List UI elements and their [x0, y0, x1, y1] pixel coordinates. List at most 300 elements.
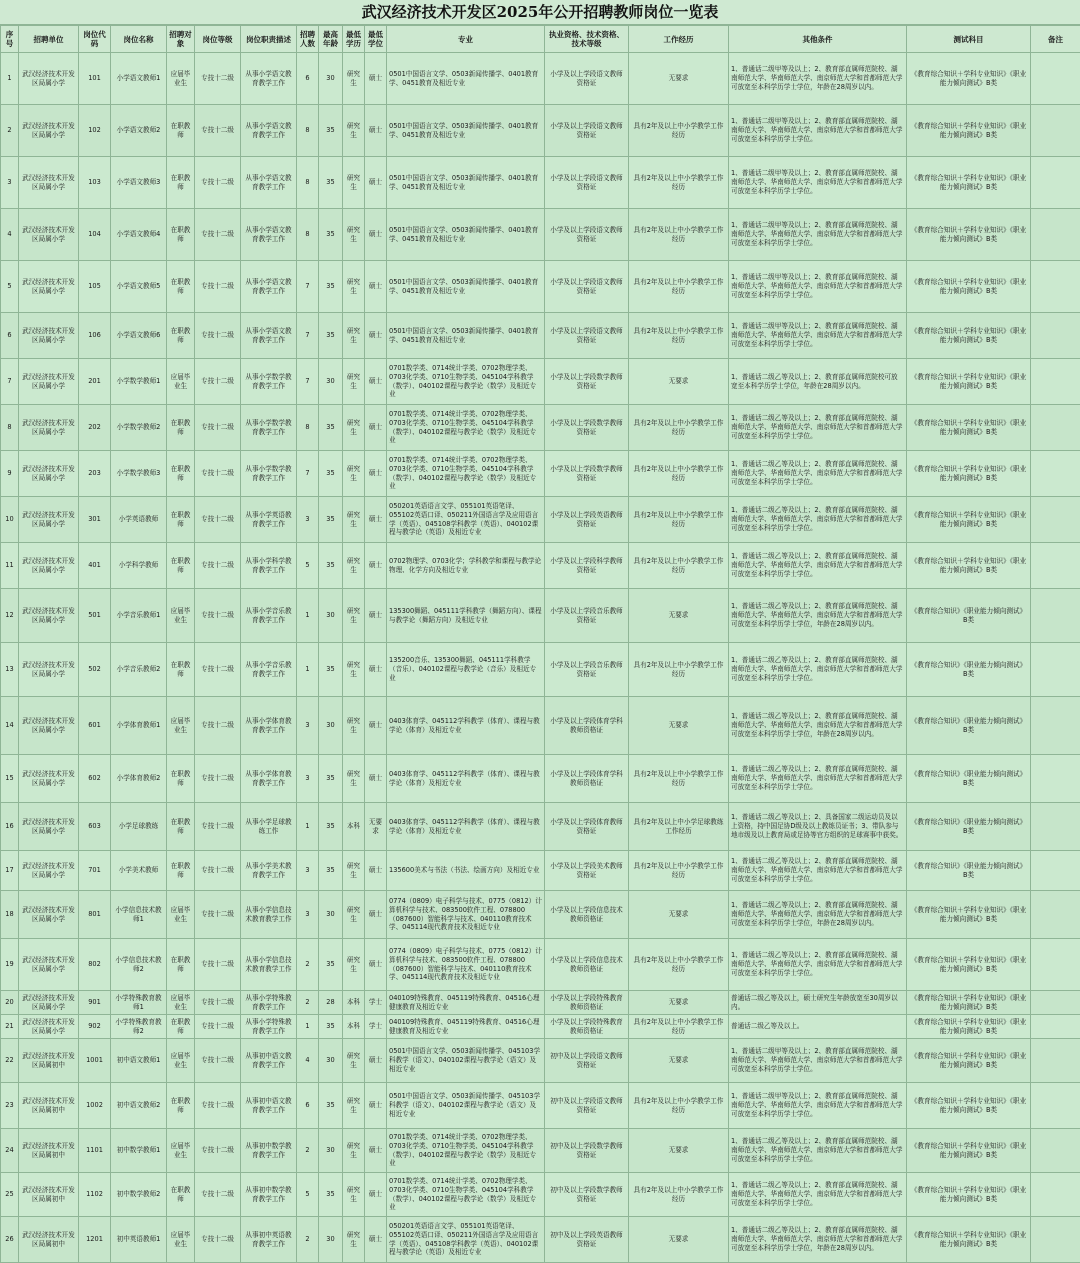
table-body [1, 53, 1080, 1263]
table-cell: 研究生 [343, 451, 365, 497]
table-row [1, 851, 1080, 891]
table-cell: 3 [297, 891, 319, 939]
table-cell: 具有2年及以上中小学教学工作经历 [629, 261, 729, 313]
table-cell: 武汉经济技术开发区局属小学 [19, 497, 79, 543]
table-cell: 硕士 [365, 451, 387, 497]
table-cell: 小学数学教师1 [111, 359, 167, 405]
table-cell: 在职教师 [167, 543, 195, 589]
column-header: 最高年龄 [319, 26, 343, 53]
table-cell [1031, 451, 1080, 497]
table-cell: 0701数学类、0714统计学类、0702物理学类、0703化学类、0710生物学类、045104学科教学（数学）、040102课程与教学论（数学）及相近专业 [387, 451, 545, 497]
table-cell: 从事小学英语教育教学工作 [241, 497, 297, 543]
table-cell: 8 [297, 209, 319, 261]
table-cell: 从事小学语文教育教学工作 [241, 157, 297, 209]
table-cell: 小学音乐教师1 [111, 589, 167, 643]
table-cell: 35 [319, 451, 343, 497]
table-cell: 小学数学教师2 [111, 405, 167, 451]
column-header: 招聘人数 [297, 26, 319, 53]
table-cell [1031, 157, 1080, 209]
table-cell: 0403体育学、045112学科教学（体育）、课程与教学论（体育）及相近专业 [387, 803, 545, 851]
table-cell: 在职教师 [167, 209, 195, 261]
table-cell: 从事小学语文教育教学工作 [241, 209, 297, 261]
table-cell: 0501中国语言文学、0503新闻传播学、0401教育学、0451教育及相近专业 [387, 313, 545, 359]
table-cell: 6 [297, 53, 319, 105]
table-cell: 《教育综合知识＋学科专业知识》《职业能力倾向测试》B类 [907, 891, 1031, 939]
table-cell: 专技十二级 [195, 755, 241, 803]
table-cell: 本科 [343, 803, 365, 851]
table-cell: 无要求 [629, 697, 729, 755]
table-cell: 《教育综合知识》《职业能力倾向测试》B类 [907, 643, 1031, 697]
table-cell: 135200音乐、135300舞蹈、045111学科教学（音乐）、040102课程与教学论（音乐）及相近专业 [387, 643, 545, 697]
table-cell: 30 [319, 1039, 343, 1083]
table-cell: 小学及以上学段体育教师资格证 [545, 803, 629, 851]
table-cell: 初中英语教师1 [111, 1217, 167, 1263]
table-cell [1031, 991, 1080, 1015]
table-cell: 小学语文教师6 [111, 313, 167, 359]
table-row [1, 1129, 1080, 1173]
table-row [1, 697, 1080, 755]
table-cell: 28 [319, 991, 343, 1015]
table-cell: 小学及以上学段美术教师资格证 [545, 851, 629, 891]
table-cell: 研究生 [343, 405, 365, 451]
table-cell: 从事小学语文教育教学工作 [241, 261, 297, 313]
table-cell: 普通话二级乙等及以上。 [729, 1015, 907, 1039]
table-cell: 7 [1, 359, 19, 405]
table-cell: 35 [319, 755, 343, 803]
table-cell: 小学及以上学段语文教师资格证 [545, 261, 629, 313]
table-cell [1031, 851, 1080, 891]
table-cell: 研究生 [343, 261, 365, 313]
table-cell: 106 [79, 313, 111, 359]
table-cell: 从事小学美术教育教学工作 [241, 851, 297, 891]
table-cell [1031, 891, 1080, 939]
table-cell: 17 [1, 851, 19, 891]
table-cell: 《教育综合知识＋学科专业知识》《职业能力倾向测试》B类 [907, 991, 1031, 1015]
table-cell: 4 [1, 209, 19, 261]
table-cell: 小学语文教师2 [111, 105, 167, 157]
table-cell: 研究生 [343, 497, 365, 543]
table-cell: 具有2年及以上中小学教学工作经历 [629, 157, 729, 209]
table-cell: 研究生 [343, 851, 365, 891]
table-cell: 35 [319, 313, 343, 359]
table-cell: 35 [319, 105, 343, 157]
column-header: 备注 [1031, 26, 1080, 53]
table-cell: 从事小学特殊教育教学工作 [241, 991, 297, 1015]
table-cell: 30 [319, 589, 343, 643]
table-cell [1031, 803, 1080, 851]
table-cell: 硕士 [365, 105, 387, 157]
table-cell: 0501中国语言文学、0503新闻传播学、0401教育学、0451教育及相近专业 [387, 157, 545, 209]
table-cell [1031, 939, 1080, 991]
table-cell: 专技十二级 [195, 497, 241, 543]
table-cell: 《教育综合知识＋学科专业知识》《职业能力倾向测试》B类 [907, 451, 1031, 497]
table-cell: 武汉经济技术开发区局属小学 [19, 157, 79, 209]
table-cell: 在职教师 [167, 803, 195, 851]
table-cell: 硕士 [365, 1129, 387, 1173]
table-cell: 从事小学体育教育教学工作 [241, 697, 297, 755]
page-title: 武汉经济技术开发区2025年公开招聘教师岗位一览表 [0, 0, 1080, 25]
table-cell: 040109特殊教育、045119特殊教育、04516心理健康教育及相近专业 [387, 1015, 545, 1039]
column-header: 岗位名称 [111, 26, 167, 53]
table-cell: 3 [297, 851, 319, 891]
table-cell: 小学及以上学段体育学科教师资格证 [545, 755, 629, 803]
table-cell: 具有2年及以上中小学教学工作经历 [629, 543, 729, 589]
table-cell: 30 [319, 891, 343, 939]
table-cell: 602 [79, 755, 111, 803]
table-cell: 7 [297, 313, 319, 359]
table-cell: 0501中国语言文学、0503新闻传播学、0401教育学、0451教育及相近专业 [387, 53, 545, 105]
table-cell: 从事小学数学教育教学工作 [241, 359, 297, 405]
table-cell: 武汉经济技术开发区局属小学 [19, 313, 79, 359]
table-row [1, 803, 1080, 851]
column-header: 最低学位 [365, 26, 387, 53]
table-cell: 小学及以上学段数学教师资格证 [545, 405, 629, 451]
table-cell: 研究生 [343, 359, 365, 405]
table-cell: 6 [297, 1083, 319, 1129]
table-row [1, 643, 1080, 697]
table-cell: 小学及以上学段音乐教师资格证 [545, 589, 629, 643]
table-cell: 《教育综合知识》《职业能力倾向测试》B类 [907, 803, 1031, 851]
table-cell: 11 [1, 543, 19, 589]
table-cell: 《教育综合知识》《职业能力倾向测试》B类 [907, 697, 1031, 755]
table-cell: 武汉经济技术开发区局属初中 [19, 1129, 79, 1173]
column-header: 执业资格、技术资格、技术等级 [545, 26, 629, 53]
table-cell: 专技十二级 [195, 803, 241, 851]
table-cell: 30 [319, 359, 343, 405]
table-cell: 从事小学数学教育教学工作 [241, 405, 297, 451]
table-cell: 硕士 [365, 1217, 387, 1263]
table-cell: 0501中国语言文学、0503新闻传播学、0401教育学、0451教育及相近专业 [387, 105, 545, 157]
table-cell: 902 [79, 1015, 111, 1039]
table-cell: 初中语文教师2 [111, 1083, 167, 1129]
table-cell: 硕士 [365, 589, 387, 643]
table-cell: 小学及以上学段特殊教育教师资格证 [545, 1015, 629, 1039]
table-cell: 《教育综合知识》《职业能力倾向测试》B类 [907, 851, 1031, 891]
table-cell: 专技十二级 [195, 359, 241, 405]
table-cell: 35 [319, 1083, 343, 1129]
table-cell: 从事初中英语教育教学工作 [241, 1217, 297, 1263]
table-row [1, 313, 1080, 359]
table-cell: 19 [1, 939, 19, 991]
table-row [1, 451, 1080, 497]
table-row [1, 991, 1080, 1015]
table-cell: 小学及以上学段特殊教育教师资格证 [545, 991, 629, 1015]
table-cell: 武汉经济技术开发区局属小学 [19, 451, 79, 497]
table-cell: 具有2年及以上中小学教学工作经历 [629, 851, 729, 891]
table-cell: 硕士 [365, 697, 387, 755]
table-cell: 《教育综合知识＋学科专业知识》《职业能力倾向测试》B类 [907, 543, 1031, 589]
table-cell [1031, 105, 1080, 157]
table-cell: 35 [319, 157, 343, 209]
table-cell: 武汉经济技术开发区局属初中 [19, 1039, 79, 1083]
table-cell: 专技十二级 [195, 209, 241, 261]
table-cell: 在职教师 [167, 157, 195, 209]
table-cell: 《教育综合知识＋学科专业知识》《职业能力倾向测试》B类 [907, 1129, 1031, 1173]
table-cell: 具有2年及以上中小学教学工作经历 [629, 105, 729, 157]
table-cell: 小学英语教师 [111, 497, 167, 543]
table-cell: 研究生 [343, 755, 365, 803]
table-cell: 0501中国语言文学、0503新闻传播学、0401教育学、0451教育及相近专业 [387, 261, 545, 313]
table-cell: 203 [79, 451, 111, 497]
table-cell: 7 [297, 451, 319, 497]
table-cell: 具有2年及以上中小学教学工作经历 [629, 313, 729, 359]
table-cell: 专技十二级 [195, 939, 241, 991]
table-cell: 专技十二级 [195, 261, 241, 313]
table-row [1, 1039, 1080, 1083]
table-cell: 武汉经济技术开发区局属初中 [19, 1217, 79, 1263]
table-cell: 8 [1, 405, 19, 451]
table-cell: 研究生 [343, 589, 365, 643]
table-cell: 武汉经济技术开发区局属小学 [19, 543, 79, 589]
table-cell: 从事小学足球教练工作 [241, 803, 297, 851]
table-cell: 武汉经济技术开发区局属小学 [19, 589, 79, 643]
table-cell: 专技十二级 [195, 405, 241, 451]
table-cell: 《教育综合知识＋学科专业知识》《职业能力倾向测试》B类 [907, 1015, 1031, 1039]
table-cell: 3 [297, 755, 319, 803]
table-cell: 专技十二级 [195, 53, 241, 105]
table-cell: 从事小学语文教育教学工作 [241, 53, 297, 105]
table-row [1, 53, 1080, 105]
column-header: 其他条件 [729, 26, 907, 53]
table-row [1, 157, 1080, 209]
table-row [1, 1173, 1080, 1217]
table-cell: 在职教师 [167, 939, 195, 991]
table-cell: 无要求 [629, 359, 729, 405]
table-cell: 8 [297, 157, 319, 209]
table-cell: 本科 [343, 1015, 365, 1039]
table-cell: 1001 [79, 1039, 111, 1083]
table-cell: 1、普通话二级乙等及以上；2、教育部直属师范院校、湖南师范大学、华南师范大学、南京师范大学和首都师范大学可放宽至本科学历学士学位。 [729, 451, 907, 497]
table-cell: 1002 [79, 1083, 111, 1129]
table-cell: 武汉经济技术开发区局属初中 [19, 1083, 79, 1129]
table-cell [1031, 53, 1080, 105]
table-cell: 35 [319, 1173, 343, 1217]
table-cell: 研究生 [343, 157, 365, 209]
column-header: 岗位代码 [79, 26, 111, 53]
table-cell: 武汉经济技术开发区局属小学 [19, 643, 79, 697]
table-cell: 研究生 [343, 53, 365, 105]
table-cell: 从事小学体育教育教学工作 [241, 755, 297, 803]
table-cell: 应届毕业生 [167, 359, 195, 405]
table-cell: 1、普通话二级甲等及以上；2、教育部直属师范院校、湖南师范大学、华南师范大学、南京师范大学和首都师范大学可放宽至本科学历学士学位。 [729, 1083, 907, 1129]
table-cell: 20 [1, 991, 19, 1015]
table-row [1, 891, 1080, 939]
table-cell: 1、普通话二级乙等及以上；2、教育部直属师范院校、湖南师范大学、华南师范大学、南京师范大学和首都师范大学可放宽至本科学历学士学位。 [729, 1129, 907, 1173]
table-cell: 7 [297, 261, 319, 313]
table-cell: 从事小学信息技术教育教学工作 [241, 939, 297, 991]
table-cell: 1、普通话二级乙等及以上；2、教育部直属师范院校、湖南师范大学、华南师范大学、南京师范大学和首都师范大学可放宽至本科学历学士学位，年龄在28周岁以内。 [729, 1217, 907, 1263]
table-cell: 9 [1, 451, 19, 497]
table-cell: 从事小学语文教育教学工作 [241, 105, 297, 157]
table-cell: 应届毕业生 [167, 1129, 195, 1173]
table-cell: 901 [79, 991, 111, 1015]
table-cell: 武汉经济技术开发区局属小学 [19, 53, 79, 105]
table-cell: 研究生 [343, 1217, 365, 1263]
table-cell: 《教育综合知识》《职业能力倾向测试》B类 [907, 755, 1031, 803]
table-cell: 小学体育教师1 [111, 697, 167, 755]
table-cell: 小学特殊教育教师1 [111, 991, 167, 1015]
table-cell: 13 [1, 643, 19, 697]
table-cell: 1 [297, 1015, 319, 1039]
table-row [1, 1217, 1080, 1263]
table-cell: 8 [297, 405, 319, 451]
table-cell: 小学语文教师5 [111, 261, 167, 313]
table-cell: 《教育综合知识＋学科专业知识》《职业能力倾向测试》B类 [907, 53, 1031, 105]
table-row [1, 755, 1080, 803]
table-cell [1031, 543, 1080, 589]
table-cell: 0701数学类、0714统计学类、0702物理学类、0703化学类、0710生物学类、045104学科教学（数学）、040102课程与教学论（数学）及相近专业 [387, 1129, 545, 1173]
table-cell: 无要求 [629, 1217, 729, 1263]
table-cell: 3 [1, 157, 19, 209]
table-cell: 研究生 [343, 1129, 365, 1173]
table-cell: 从事小学科学教育教学工作 [241, 543, 297, 589]
table-cell: 1、普通话二级乙等及以上；2、教育部直属师范院校、湖南师范大学、华南师范大学、南京师范大学和首都师范大学可放宽至本科学历学士学位。 [729, 1173, 907, 1217]
table-cell: 初中数学教师1 [111, 1129, 167, 1173]
table-cell: 1101 [79, 1129, 111, 1173]
table-cell: 无要求 [629, 891, 729, 939]
table-cell: 小学科学教师 [111, 543, 167, 589]
table-cell: 具有2年及以上中小学教学工作经历 [629, 643, 729, 697]
table-cell: 专技十二级 [195, 851, 241, 891]
table-cell: 1、普通话二级甲等及以上；2、教育部直属师范院校、湖南师范大学、华南师范大学、南京师范大学和首都师范大学可放宽至本科学历学士学位。 [729, 313, 907, 359]
table-cell: 武汉经济技术开发区局属初中 [19, 1173, 79, 1217]
table-row [1, 589, 1080, 643]
table-cell: 在职教师 [167, 755, 195, 803]
table-cell: 专技十二级 [195, 589, 241, 643]
column-header: 专业 [387, 26, 545, 53]
table-cell: 10 [1, 497, 19, 543]
table-cell: 30 [319, 1217, 343, 1263]
table-cell: 在职教师 [167, 261, 195, 313]
table-cell: 小学语文教师1 [111, 53, 167, 105]
table-cell: 35 [319, 851, 343, 891]
table-row [1, 1083, 1080, 1129]
table-cell: 501 [79, 589, 111, 643]
table-cell [1031, 209, 1080, 261]
table-cell: 具有2年及以上中小学教学工作经历 [629, 755, 729, 803]
table-cell [1031, 497, 1080, 543]
table-cell: 从事初中语文教育教学工作 [241, 1083, 297, 1129]
table-cell: 专技十二级 [195, 697, 241, 755]
table-cell: 《教育综合知识＋学科专业知识》《职业能力倾向测试》B类 [907, 1039, 1031, 1083]
table-row [1, 359, 1080, 405]
table-cell: 具有2年及以上中小学教学工作经历 [629, 497, 729, 543]
table-cell: 在职教师 [167, 451, 195, 497]
table-cell: 35 [319, 1015, 343, 1039]
table-cell: 专技十二级 [195, 313, 241, 359]
table-cell: 研究生 [343, 1173, 365, 1217]
table-cell: 小学及以上学段体育学科教师资格证 [545, 697, 629, 755]
table-cell: 35 [319, 543, 343, 589]
table-cell: 《教育综合知识＋学科专业知识》《职业能力倾向测试》B类 [907, 313, 1031, 359]
table-cell: 1、普通话二级乙等及以上；2、教育部直属师范院校、湖南师范大学、华南师范大学、南京师范大学和首都师范大学可放宽至本科学历学士学位。 [729, 543, 907, 589]
table-cell: 6 [1, 313, 19, 359]
table-cell: 16 [1, 803, 19, 851]
table-row [1, 405, 1080, 451]
table-cell: 301 [79, 497, 111, 543]
table-cell [1031, 313, 1080, 359]
table-cell: 硕士 [365, 1173, 387, 1217]
table-cell: 3 [297, 697, 319, 755]
table-row [1, 209, 1080, 261]
table-cell: 1、普通话二级乙等及以上；2、教育部直属师范院校、湖南师范大学、华南师范大学、南京师范大学和首都师范大学可放宽至本科学历学士学位。 [729, 405, 907, 451]
table-cell: 《教育综合知识＋学科专业知识》《职业能力倾向测试》B类 [907, 1173, 1031, 1217]
table-cell: 0501中国语言文学、0503新闻传播学、045103学科教学（语文）、040102课程与教学论（语文）及相近专业 [387, 1083, 545, 1129]
table-cell [1031, 697, 1080, 755]
table-row [1, 1015, 1080, 1039]
table-cell: 具有2年及以上中小学教学工作经历 [629, 405, 729, 451]
table-cell: 15 [1, 755, 19, 803]
table-cell: 研究生 [343, 1083, 365, 1129]
table-cell: 专技十二级 [195, 891, 241, 939]
table-cell: 小学及以上学段语文教师资格证 [545, 105, 629, 157]
column-header: 招聘对象 [167, 26, 195, 53]
table-cell: 1、普通话二级乙等及以上；2、教育部直属师范院校、湖南师范大学、华南师范大学、南京师范大学和首都师范大学可放宽至本科学历学士学位，年龄在28周岁以内。 [729, 697, 907, 755]
table-cell: 1、普通话二级乙等及以上；2、教育部直属师范院校、湖南师范大学、华南师范大学、南京师范大学和首都师范大学可放宽至本科学历学士学位，年龄在28周岁以内。 [729, 891, 907, 939]
table-cell: 2 [297, 939, 319, 991]
table-cell: 1、普通话二级甲等及以上；2、教育部直属师范院校、湖南师范大学、华南师范大学、南京师范大学和首都师范大学可放宽至本科学历学士学位。 [729, 1039, 907, 1083]
table-cell: 0774（0809）电子科学与技术、0775（0812）计算机科学与技术、083500软件工程、078800（087600）智能科学与技术、040110教育技术学、045114现代教育技术及相近专业 [387, 891, 545, 939]
table-cell: 22 [1, 1039, 19, 1083]
table-cell: 1102 [79, 1173, 111, 1217]
column-header: 岗位职责描述 [241, 26, 297, 53]
table-cell: 《教育综合知识＋学科专业知识》《职业能力倾向测试》B类 [907, 105, 1031, 157]
table-cell: 在职教师 [167, 105, 195, 157]
table-cell: 硕士 [365, 1039, 387, 1083]
table-cell [1031, 1015, 1080, 1039]
table-cell: 小学及以上学段信息技术教师资格证 [545, 891, 629, 939]
table-cell: 8 [297, 105, 319, 157]
table-cell: 硕士 [365, 891, 387, 939]
table-cell: 35 [319, 261, 343, 313]
table-cell [1031, 1039, 1080, 1083]
table-cell: 武汉经济技术开发区局属小学 [19, 803, 79, 851]
table-cell: 2 [1, 105, 19, 157]
table-cell: 本科 [343, 991, 365, 1015]
table-cell: 从事初中语文教育教学工作 [241, 1039, 297, 1083]
table-cell: 专技十二级 [195, 991, 241, 1015]
table-cell: 1 [1, 53, 19, 105]
table-cell: 研究生 [343, 313, 365, 359]
table-cell: 0403体育学、045112学科教学（体育）、课程与教学论（体育）及相近专业 [387, 697, 545, 755]
table-cell: 初中及以上学段英语教师资格证 [545, 1217, 629, 1263]
table-cell: 研究生 [343, 1039, 365, 1083]
table-cell: 在职教师 [167, 1083, 195, 1129]
table-cell: 专技十二级 [195, 1129, 241, 1173]
column-header: 测试科目 [907, 26, 1031, 53]
table-cell: 专技十二级 [195, 1217, 241, 1263]
table-cell: 武汉经济技术开发区局属小学 [19, 697, 79, 755]
table-cell: 1、普通话二级甲等及以上；2、教育部直属师范院校、湖南师范大学、华南师范大学、南京师范大学和首都师范大学可放宽至本科学历学士学位，年龄在28周岁以内。 [729, 53, 907, 105]
table-cell: 小学音乐教师2 [111, 643, 167, 697]
table-cell: 1、普通话二级乙等及以上；2、教育部直属师范院校、湖南师范大学、华南师范大学、南京师范大学和首都师范大学可放宽至本科学历学士学位。 [729, 643, 907, 697]
table-cell: 专技十二级 [195, 643, 241, 697]
table-cell: 1、普通话二级乙等及以上；2、教育部直属师范院校、湖南师范大学、华南师范大学、南京师范大学和首都师范大学可放宽至本科学历学士学位。 [729, 497, 907, 543]
table-cell: 应届毕业生 [167, 891, 195, 939]
table-cell: 802 [79, 939, 111, 991]
table-cell: 0501中国语言文学、0503新闻传播学、0401教育学、0451教育及相近专业 [387, 209, 545, 261]
table-row [1, 261, 1080, 313]
table-cell: 武汉经济技术开发区局属小学 [19, 851, 79, 891]
table-cell: 30 [319, 697, 343, 755]
table-cell: 25 [1, 1173, 19, 1217]
table-cell: 104 [79, 209, 111, 261]
table-cell: 武汉经济技术开发区局属小学 [19, 755, 79, 803]
table-cell: 小学及以上学段音乐教师资格证 [545, 643, 629, 697]
table-cell: 从事小学语文教育教学工作 [241, 313, 297, 359]
table-cell: 无要求 [629, 53, 729, 105]
table-cell: 050201英语语言文学、055101英语笔译、055102英语口译、050211外国语言学及应用语言学（英语）、045108学科教学（英语）、040102课程与教学论（英语）及相近专业 [387, 497, 545, 543]
